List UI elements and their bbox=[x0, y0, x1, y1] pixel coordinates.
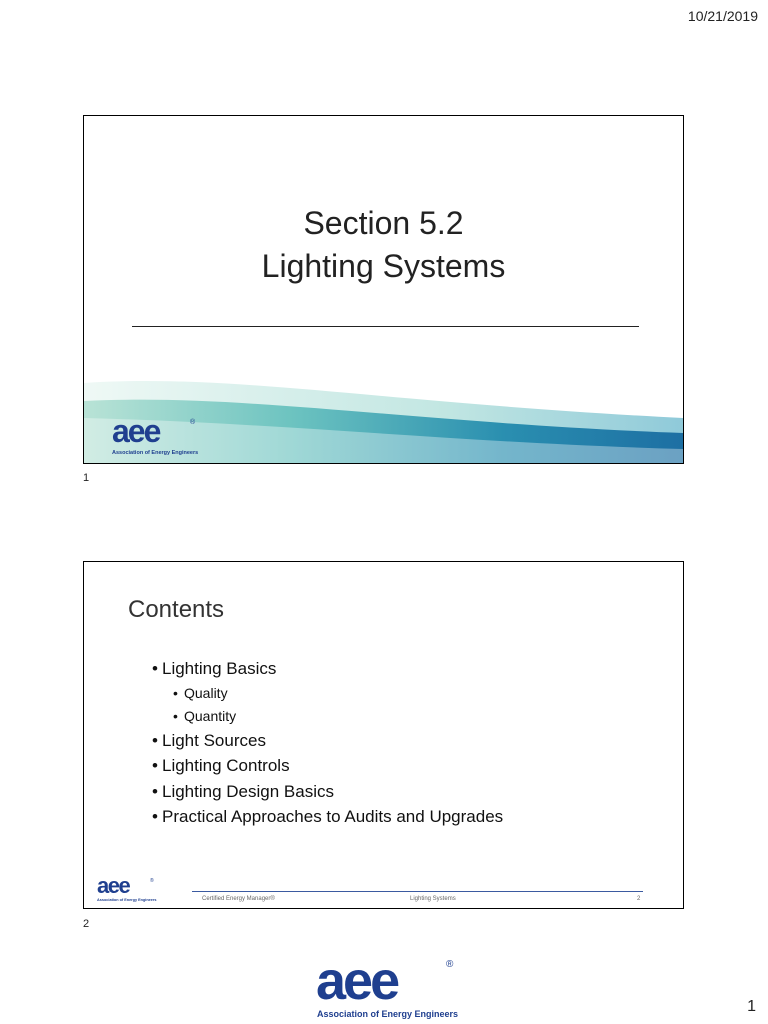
slide-1-title-line-1: Section 5.2 bbox=[303, 205, 464, 241]
aee-logo bbox=[110, 416, 200, 458]
slide-1-title bbox=[84, 202, 683, 288]
bullet-item: • Lighting Controls bbox=[152, 753, 503, 779]
bullet-list bbox=[152, 656, 503, 830]
header-date: 10/21/2019 bbox=[687, 8, 758, 24]
bullet-item: • Practical Approaches to Audits and Upgrades bbox=[152, 804, 503, 830]
slide-2-title: Contents bbox=[128, 596, 225, 623]
aee-logo-small bbox=[96, 876, 158, 904]
slide-1-number: 1 bbox=[83, 472, 90, 484]
aee-logo-bottom-tagline: Association of Energy Engineers bbox=[317, 1009, 459, 1019]
sub-bullet-item: • Quality bbox=[152, 682, 503, 705]
aee-logo-small-mark: aee bbox=[97, 876, 130, 898]
svg-text:®: ® bbox=[150, 878, 154, 884]
bullet-item: • Lighting Basics bbox=[152, 656, 503, 682]
slide-1 bbox=[83, 115, 684, 464]
footer-right: 2 bbox=[637, 896, 641, 902]
aee-logo-mark: aee bbox=[112, 416, 160, 449]
slide-2-number: 2 bbox=[83, 918, 90, 930]
svg-text:®: ® bbox=[446, 959, 454, 970]
bullet-item: • Light Sources bbox=[152, 728, 503, 754]
footer-left: Certified Energy Manager® bbox=[202, 896, 275, 902]
aee-logo-bottom bbox=[314, 955, 464, 1021]
sub-bullet-item: • Quantity bbox=[152, 705, 503, 728]
slide-1-title-line-2: Lighting Systems bbox=[261, 248, 506, 284]
footer-center: Lighting Systems bbox=[410, 896, 456, 902]
bullet-item: • Lighting Design Basics bbox=[152, 779, 503, 805]
footer-rule bbox=[192, 891, 643, 892]
aee-logo-bottom-mark: aee bbox=[316, 955, 398, 1011]
page-number: 1 bbox=[747, 998, 756, 1015]
svg-text:®: ® bbox=[190, 419, 196, 426]
aee-logo-small-tagline: Association of Energy Engineers bbox=[97, 898, 157, 902]
slide-2 bbox=[83, 561, 684, 909]
aee-logo-tagline: Association of Energy Engineers bbox=[112, 450, 199, 456]
title-divider bbox=[132, 326, 639, 327]
